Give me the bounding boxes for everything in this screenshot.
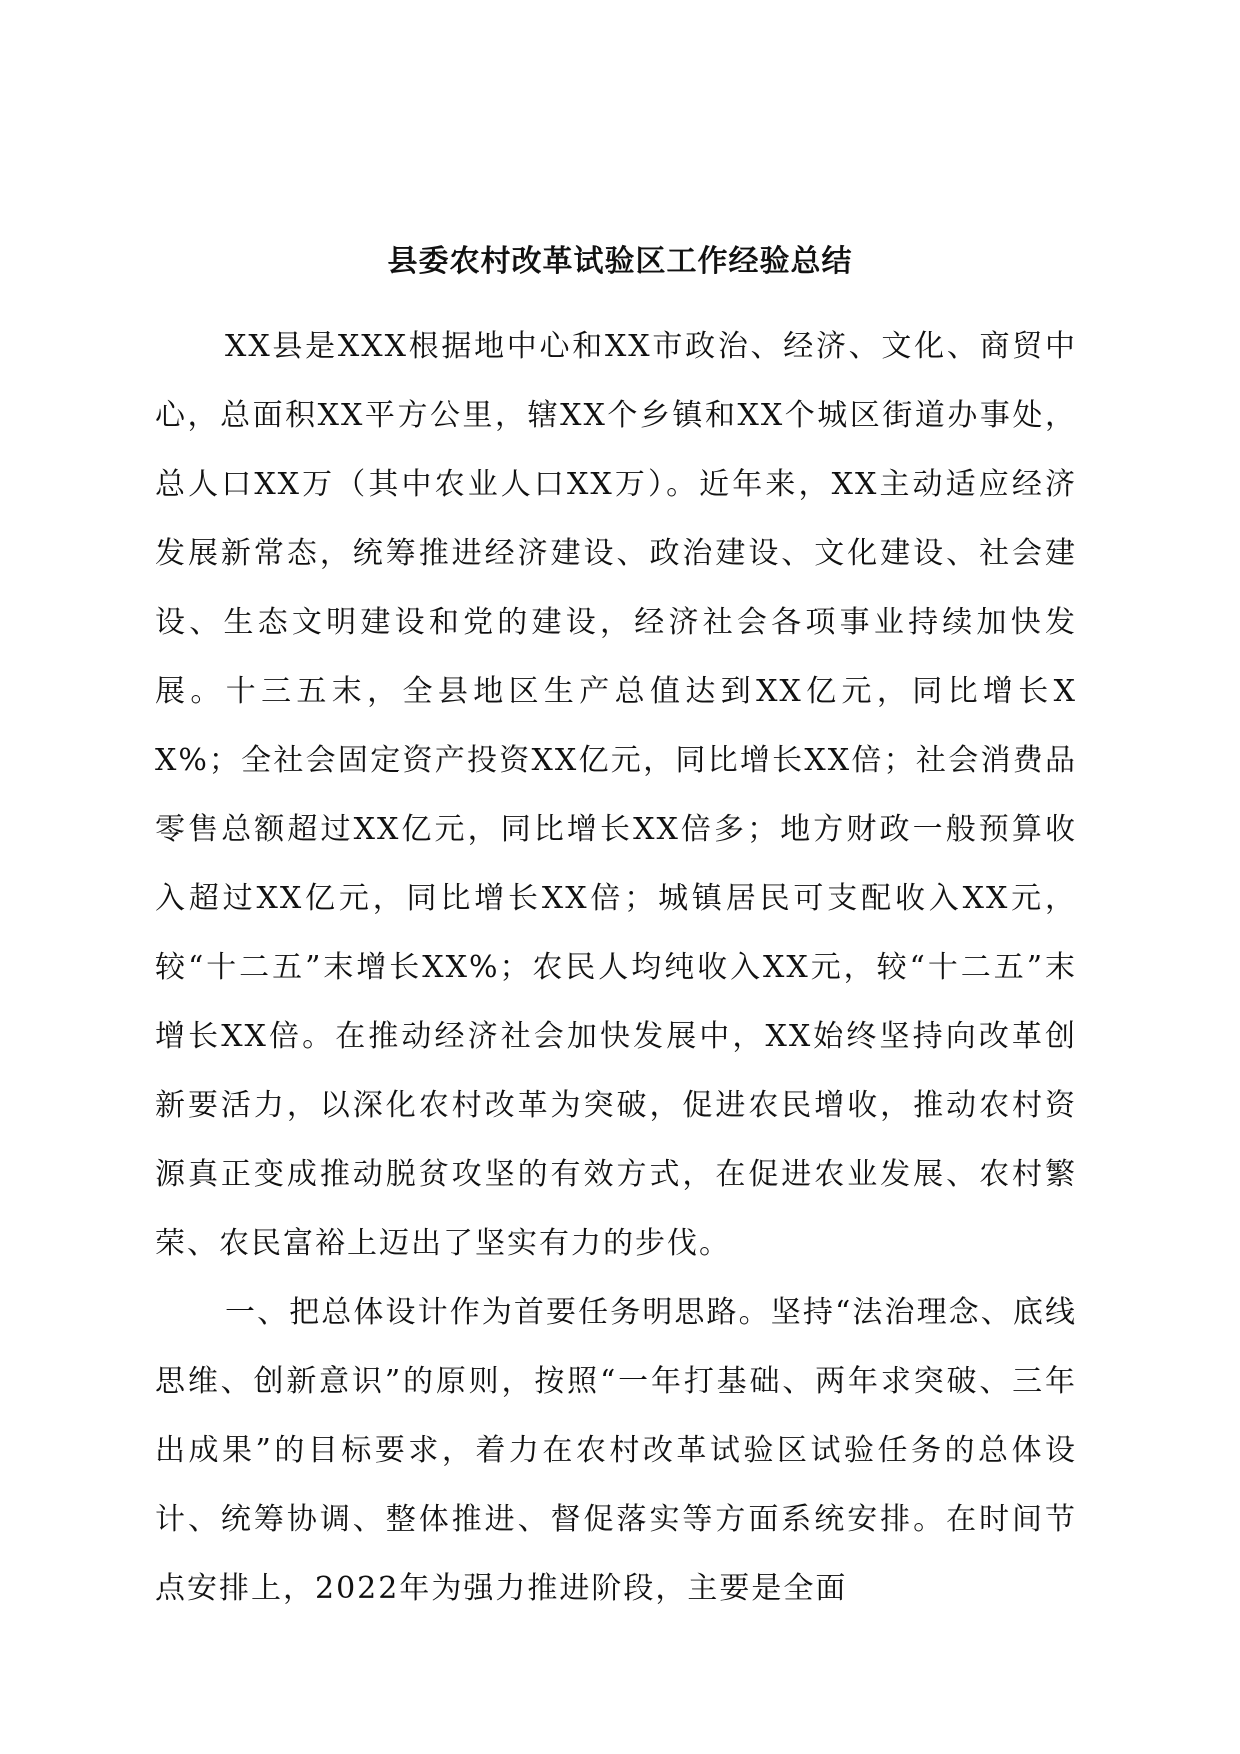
document-body — [155, 312, 1077, 1623]
paragraph-section-one: 一、把总体设计作为首要任务明思路。坚持“法治理念、底线思维、创新意识”的原则，按照“一年打基础、两年求突破、三年出成果”的目标要求，着力在农村改革试验区试验任务的总体设计、统筹协调、整体推进、督促落实等方面系统安排。在时间节点安排上，2022年为强力推进阶段，主要是全面 — [155, 1295, 1077, 1606]
paragraph-overview: XX县是XXX根据地中心和XX市政治、经济、文化、商贸中心，总面积XX平方公里，辖XX个乡镇和XX个城区街道办事处，总人口XX万（其中农业人口XX万）。近年来，XX主动适应经济发展新常态，统筹推进经济建设、政治建设、文化建设、社会建设、生态文明建设和党的建设，经济社会各项事业持续加快发展。十三五末，全县地区生产总值达到XX亿元，同比增长XX%；全社会固定资产投资XX亿元，同比增长XX倍；社会消费品零售总额超过XX亿元，同比增长XX倍多；地方财政一般预算收入超过XX亿元，同比增长XX倍；城镇居民可支配收入XX元，较“十二五”末增长XX%；农民人均纯收入XX元，较“十二五”末增长XX倍。在推动经济社会加快发展中，XX始终坚持向改革创新要活力，以深化农村改革为突破，促进农民增收，推动农村资源真正变成推动脱贫攻坚的有效方式，在促进农业发展、农村繁荣、农民富裕上迈出了坚实有力的步伐。 — [155, 329, 1077, 1261]
document-title: 县委农村改革试验区工作经验总结 — [387, 244, 853, 280]
